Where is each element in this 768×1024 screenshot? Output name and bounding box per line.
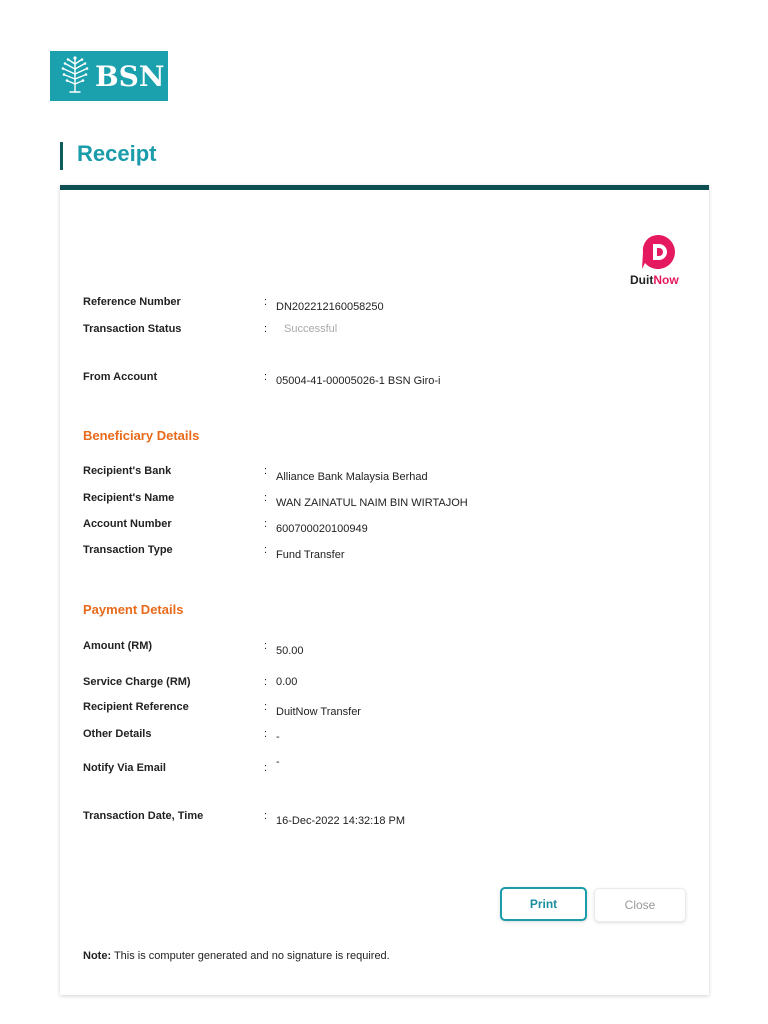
recipient-reference-label: Recipient Reference (83, 701, 189, 713)
page-title: Receipt (77, 141, 157, 166)
transaction-status-label: Transaction Status (83, 323, 182, 335)
recipient-name-value: WAN ZAINATUL NAIM BIN WIRTAJOH (276, 497, 468, 509)
close-button[interactable]: Close (594, 888, 686, 922)
duitnow-logo (628, 234, 690, 290)
brand-name: BSN (95, 59, 165, 93)
colon: : (264, 810, 268, 822)
transaction-type-label: Transaction Type (83, 544, 173, 556)
transaction-date-value: 16-Dec-2022 14:32:18 PM (276, 815, 406, 827)
recipient-name-label: Recipient's Name (83, 492, 175, 504)
colon: : (264, 701, 268, 713)
transaction-date-label: Transaction Date, Time (83, 810, 204, 822)
other-details-label: Other Details (83, 728, 152, 740)
bsn-logo (50, 51, 168, 101)
duitnow-suffix: Now (653, 273, 679, 287)
transaction-status-value: Successful (284, 323, 338, 335)
footer-note (83, 950, 390, 962)
note-prefix: Note: (83, 950, 112, 962)
amount-value: 50.00 (276, 645, 304, 657)
colon: : (264, 544, 268, 556)
reference-number-value: DN202212160058250 (276, 301, 384, 313)
colon: : (264, 518, 268, 530)
colon: : (264, 296, 268, 308)
account-number-label: Account Number (83, 518, 172, 530)
from-account-label: From Account (83, 371, 158, 383)
tree-icon (60, 55, 90, 98)
duitnow-prefix: Duit (630, 273, 654, 287)
amount-label: Amount (RM) (83, 640, 153, 652)
colon: : (264, 762, 268, 774)
service-charge-value: 0.00 (276, 676, 298, 688)
recipient-reference-value: DuitNow Transfer (276, 706, 361, 718)
colon: : (264, 323, 268, 335)
recipient-bank-value: Alliance Bank Malaysia Berhad (276, 471, 428, 483)
colon: : (264, 492, 268, 504)
colon: : (264, 465, 268, 477)
transaction-type-value: Fund Transfer (276, 549, 345, 561)
recipient-bank-label: Recipient's Bank (83, 465, 172, 477)
other-details-value: - (276, 731, 280, 743)
from-account-value: 05004-41-00005026-1 BSN Giro-i (276, 375, 441, 387)
colon: : (264, 640, 268, 652)
print-button[interactable]: Print (500, 887, 587, 921)
reference-number-label: Reference Number (83, 296, 181, 308)
colon: : (264, 676, 268, 688)
notify-email-value: - (276, 756, 280, 768)
payment-heading: Payment Details (83, 602, 184, 617)
service-charge-label: Service Charge (RM) (83, 676, 191, 688)
beneficiary-heading: Beneficiary Details (83, 428, 200, 443)
note-text: This is computer generated and no signature is required. (111, 950, 390, 962)
account-number-value: 600700020100949 (276, 523, 368, 535)
title-accent-bar (60, 142, 63, 170)
colon: : (264, 728, 268, 740)
colon: : (264, 371, 268, 383)
notify-email-label: Notify Via Email (83, 762, 166, 774)
